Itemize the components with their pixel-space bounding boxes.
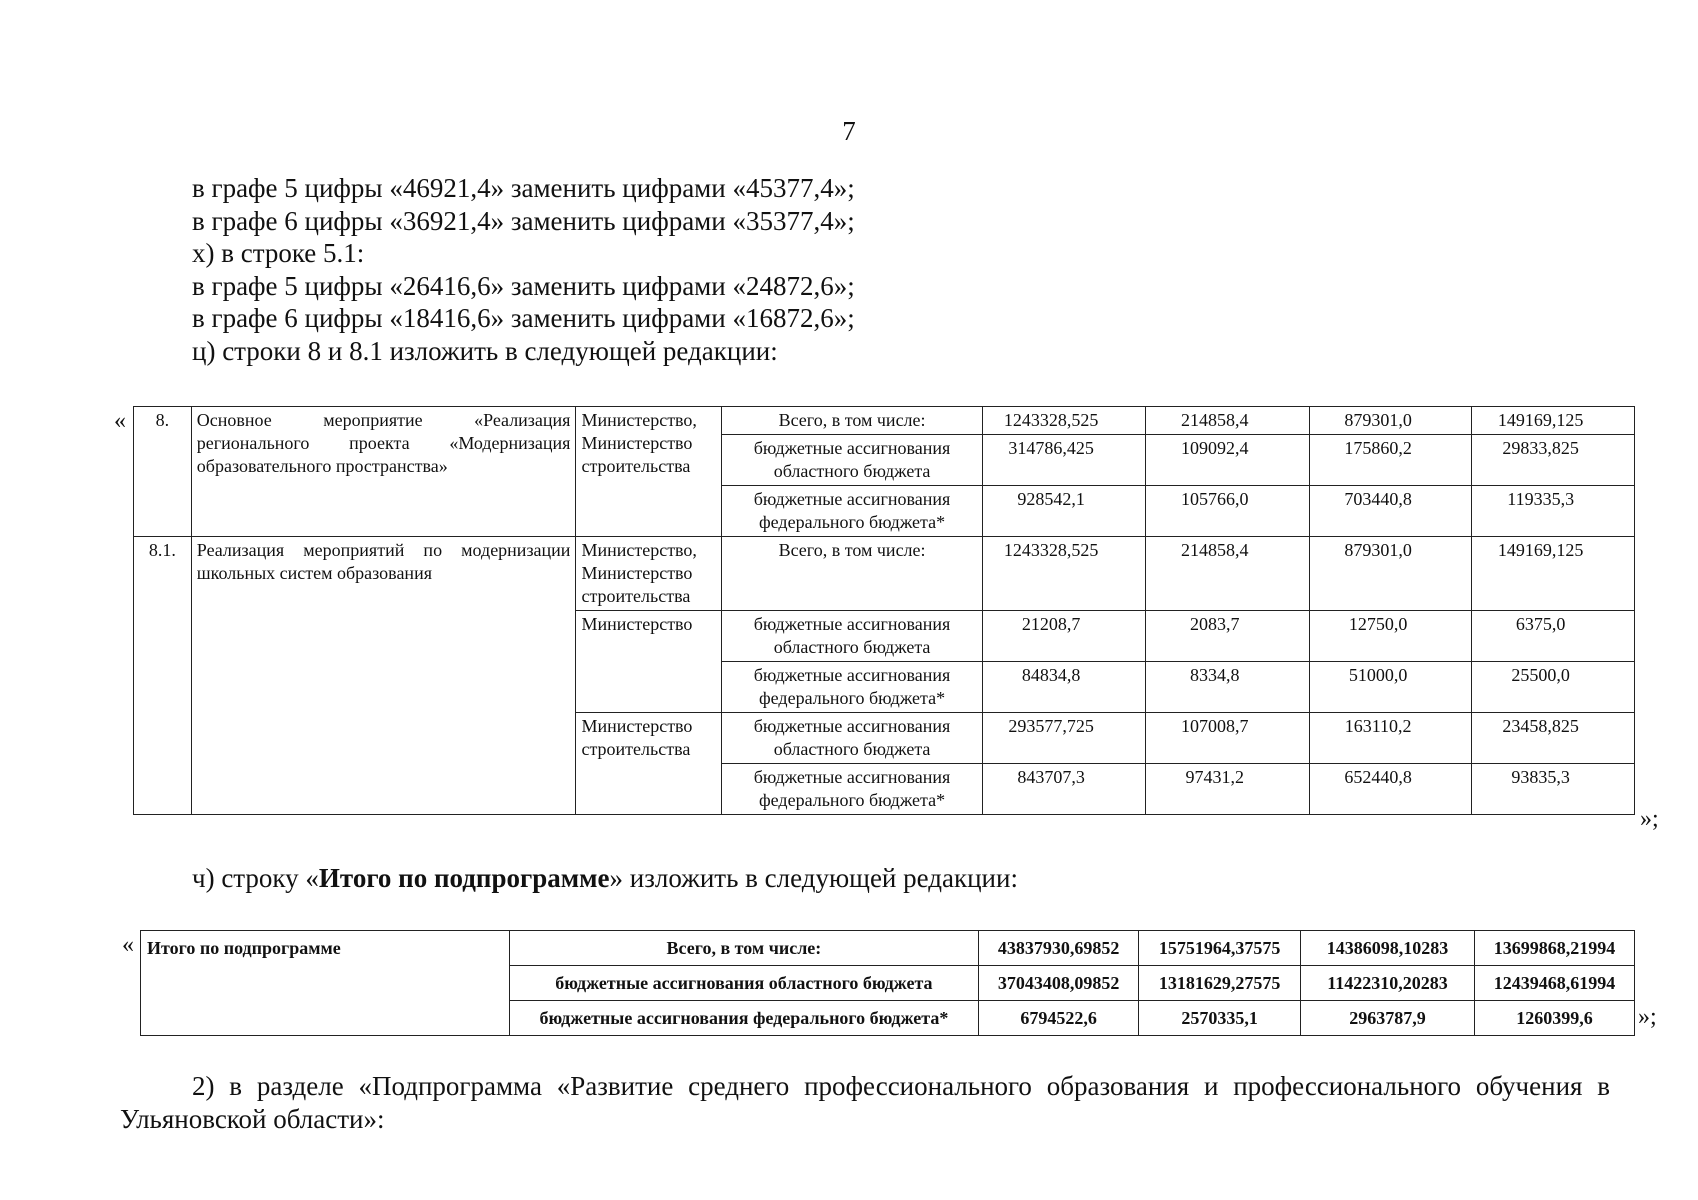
executor: Министерство <box>576 611 722 713</box>
text-line: в графе 5 цифры «26416,6» заменить цифрами «24872,6»; <box>192 270 855 301</box>
text-line: в графе 6 цифры «18416,6» заменить цифрами «16872,6»; <box>192 303 855 334</box>
value-cell: 163110,2 <box>1309 713 1471 764</box>
subhead-text: ч) строку « <box>192 863 319 893</box>
text-line: х) в строке 5.1: <box>192 238 365 269</box>
row-number: 8. <box>134 407 192 537</box>
value-cell: 25500,0 <box>1472 662 1635 713</box>
value-cell: 23458,825 <box>1472 713 1635 764</box>
executor: Министерство строительства <box>576 713 722 815</box>
opening-quote: « <box>122 932 134 958</box>
value-cell: 84834,8 <box>982 662 1145 713</box>
value-cell: 1260399,6 <box>1475 1001 1635 1036</box>
table-row <box>141 931 1635 966</box>
funding-source: бюджетные ассигнования федерального бюджета* <box>509 1001 979 1036</box>
funding-source: бюджетные ассигнования федерального бюджета* <box>722 764 983 815</box>
table-row <box>134 407 1635 435</box>
value-cell: 214858,4 <box>1145 407 1309 435</box>
value-cell: 879301,0 <box>1309 537 1471 611</box>
value-cell: 105766,0 <box>1145 486 1309 537</box>
subhead-bold-text: Итого по подпрограмме <box>318 863 610 893</box>
paragraph-text: 2) в разделе «Подпрограмма «Развитие среднего профессионального образования и профессионального обучения в Ульяновской области»: <box>120 1071 1610 1134</box>
value-cell: 14386098,10283 <box>1301 931 1475 966</box>
funding-source: бюджетные ассигнования областного бюджета <box>722 435 983 486</box>
value-cell: 2570335,1 <box>1139 1001 1301 1036</box>
value-cell: 2083,7 <box>1145 611 1309 662</box>
value-cell: 12750,0 <box>1309 611 1471 662</box>
subprogram-total-table <box>140 930 1635 1036</box>
value-cell: 21208,7 <box>982 611 1145 662</box>
executor: Министерство, Министерство строительства <box>576 407 722 537</box>
value-cell: 6794522,6 <box>979 1001 1139 1036</box>
text-line: ц) строки 8 и 8.1 изложить в следующей редакции: <box>192 335 778 366</box>
value-cell: 149169,125 <box>1472 407 1635 435</box>
value-cell: 93835,3 <box>1472 764 1635 815</box>
page-number: 7 <box>842 116 856 146</box>
funding-source: бюджетные ассигнования федерального бюджета* <box>722 486 983 537</box>
value-cell: 37043408,09852 <box>979 966 1139 1001</box>
value-cell: 703440,8 <box>1309 486 1471 537</box>
budget-table-rows-8 <box>133 406 1635 815</box>
total-label: Итого по подпрограмме <box>141 931 510 1036</box>
value-cell: 97431,2 <box>1145 764 1309 815</box>
funding-source: Всего, в том числе: <box>509 931 979 966</box>
value-cell: 43837930,69852 <box>979 931 1139 966</box>
row-number: 8.1. <box>134 537 192 815</box>
value-cell: 13699868,21994 <box>1475 931 1635 966</box>
value-cell: 293577,725 <box>982 713 1145 764</box>
value-cell: 107008,7 <box>1145 713 1309 764</box>
value-cell: 11422310,20283 <box>1301 966 1475 1001</box>
value-cell: 652440,8 <box>1309 764 1471 815</box>
value-cell: 149169,125 <box>1472 537 1635 611</box>
value-cell: 29833,825 <box>1472 435 1635 486</box>
closing-quote: »; <box>1638 1004 1657 1030</box>
opening-quote: « <box>114 408 126 434</box>
table-row <box>134 537 1635 611</box>
funding-source: Всего, в том числе: <box>722 537 983 611</box>
value-cell: 12439468,61994 <box>1475 966 1635 1001</box>
subheading <box>192 863 1018 894</box>
value-cell: 175860,2 <box>1309 435 1471 486</box>
value-cell: 13181629,27575 <box>1139 966 1301 1001</box>
value-cell: 1243328,525 <box>982 407 1145 435</box>
subhead-text: » изложить в следующей редакции: <box>609 863 1018 893</box>
text-line: в графе 6 цифры «36921,4» заменить цифрами «35377,4»; <box>192 205 855 236</box>
funding-source: бюджетные ассигнования областного бюджета <box>509 966 979 1001</box>
value-cell: 6375,0 <box>1472 611 1635 662</box>
value-cell: 214858,4 <box>1145 537 1309 611</box>
value-cell: 51000,0 <box>1309 662 1471 713</box>
closing-quote: »; <box>1640 806 1659 832</box>
funding-source: бюджетные ассигнования областного бюджета <box>722 713 983 764</box>
value-cell: 879301,0 <box>1309 407 1471 435</box>
executor: Министерство, Министерство строительства <box>576 537 722 611</box>
value-cell: 2963787,9 <box>1301 1001 1475 1036</box>
value-cell: 109092,4 <box>1145 435 1309 486</box>
measure-name: Реализация мероприятий по модернизации школьных систем образования <box>191 537 576 815</box>
value-cell: 8334,8 <box>1145 662 1309 713</box>
value-cell: 928542,1 <box>982 486 1145 537</box>
value-cell: 119335,3 <box>1472 486 1635 537</box>
value-cell: 15751964,37575 <box>1139 931 1301 966</box>
amendment-paragraph <box>192 172 1592 368</box>
funding-source: бюджетные ассигнования областного бюджета <box>722 611 983 662</box>
value-cell: 1243328,525 <box>982 537 1145 611</box>
text-line: в графе 5 цифры «46921,4» заменить цифрами «45377,4»; <box>192 173 855 203</box>
measure-name: Основное мероприятие «Реализация регионального проекта «Модернизация образовательного пространства» <box>191 407 576 537</box>
funding-source: Всего, в том числе: <box>722 407 983 435</box>
funding-source: бюджетные ассигнования федерального бюджета* <box>722 662 983 713</box>
section-paragraph <box>120 1070 1610 1136</box>
value-cell: 314786,425 <box>982 435 1145 486</box>
value-cell: 843707,3 <box>982 764 1145 815</box>
